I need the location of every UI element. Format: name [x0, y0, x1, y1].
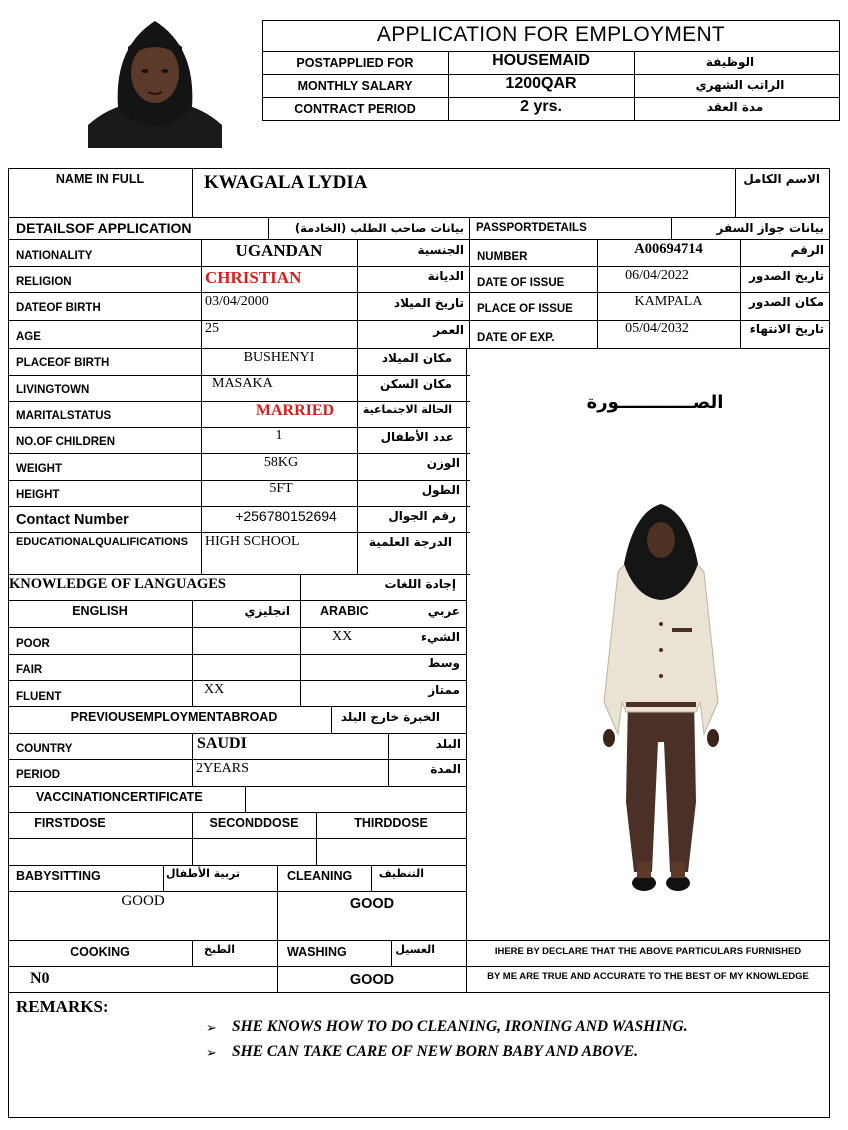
cleaning-arabic: التنظيف: [378, 867, 424, 880]
issue-date-value: 06/04/2022: [625, 268, 689, 283]
place-of-birth-label: PLACEOF BIRTH: [16, 357, 110, 369]
issue-date-arabic: تاريخ الصدور: [749, 269, 824, 283]
arabic-lang-arabic: عربي: [427, 604, 460, 618]
children-value: 1: [275, 428, 283, 443]
education-value: HIGH SCHOOL: [205, 534, 300, 549]
photo-label: الصــــــــــــورة: [586, 392, 724, 413]
issue-place-label: PLACE OF ISSUE: [477, 303, 573, 315]
age-value: 25: [205, 321, 219, 336]
cooking-arabic: الطبخ: [203, 943, 235, 956]
religion-value: CHRISTIAN: [205, 268, 302, 287]
passport-arabic: بيانات جواز السفر: [716, 221, 824, 235]
details-label: DETAILSOF APPLICATION: [16, 220, 192, 236]
second-dose-label: SECONDDOSE: [209, 816, 299, 830]
nationality-label: NATIONALITY: [16, 250, 93, 262]
washing-value: GOOD: [349, 972, 395, 988]
contract-period-arabic: مدة العقد: [706, 100, 764, 114]
weight-arabic: الوزن: [426, 456, 460, 470]
remark-item-1: SHE KNOWS HOW TO DO CLEANING, IRONING AND WASHING.: [232, 1018, 688, 1035]
age-label: AGE: [16, 331, 41, 343]
declaration-line-2: BY ME ARE TRUE AND ACCURATE TO THE BEST OF MY KNOWLEDGE: [487, 971, 809, 982]
fluent-arabic: ممتاز: [428, 683, 460, 697]
children-arabic: عدد الأطفال: [380, 430, 454, 444]
previous-employment-label: PREVIOUSEMPLOYMENTABROAD: [70, 710, 278, 724]
dob-label: DATEOF BIRTH: [16, 302, 101, 314]
contact-label: Contact Number: [16, 512, 129, 528]
fluent-english-mark: XX: [204, 682, 225, 697]
passport-number-arabic: الرقم: [790, 243, 824, 257]
full-body-photo: [596, 502, 726, 894]
country-label: COUNTRY: [16, 743, 73, 755]
details-arabic: بيانات صاحب الطلب (الخادمة): [294, 221, 464, 235]
declaration-line-1: IHERE BY DECLARE THAT THE ABOVE PARTICULARS FURNISHED: [494, 946, 802, 957]
monthly-salary-label: MONTHLY SALARY: [297, 79, 413, 93]
post-applied-label: POSTAPPLIED FOR: [296, 56, 414, 70]
fair-arabic: وسط: [427, 656, 460, 670]
religion-label: RELIGION: [16, 276, 72, 288]
marital-status-label: MARITALSTATUS: [16, 410, 112, 422]
passport-number-label: NUMBER: [477, 251, 528, 263]
monthly-salary-value: 1200QAR: [505, 75, 577, 92]
washing-label: WASHING: [287, 945, 347, 959]
babysitting-arabic: تربية الأطفال: [166, 867, 241, 880]
living-town-label: LIVINGTOWN: [16, 384, 90, 396]
washing-arabic: الغسيل: [395, 943, 435, 956]
arabic-lang-label: ARABIC: [320, 604, 369, 618]
issue-place-value: KAMPALA: [634, 294, 703, 309]
poor-label: POOR: [16, 638, 50, 650]
period-label: PERIOD: [16, 769, 61, 781]
nationality-arabic: الجنسية: [417, 243, 464, 257]
marital-status-arabic: الحالة الاجتماعية: [362, 403, 452, 416]
name-label: NAME IN FULL: [55, 172, 145, 186]
poor-arabic: الشيء: [420, 630, 460, 644]
education-arabic: الدرجة العلمية: [368, 535, 452, 549]
remark-arrow-2: ➢: [206, 1045, 217, 1060]
babysitting-value: GOOD: [121, 893, 165, 909]
marital-status-value: MARRIED: [255, 402, 335, 419]
height-label: HEIGHT: [16, 489, 60, 501]
remark-item-2: SHE CAN TAKE CARE OF NEW BORN BABY AND ABOVE.: [232, 1043, 638, 1060]
weight-label: WEIGHT: [16, 463, 62, 475]
contract-period-label: CONTRACT PERIOD: [294, 102, 416, 116]
issue-place-arabic: مكان الصدور: [748, 295, 824, 309]
portrait-photo: [88, 7, 222, 148]
english-label: ENGLISH: [72, 604, 128, 618]
fluent-label: FLUENT: [16, 691, 62, 703]
weight-value: 58KG: [263, 455, 299, 470]
living-town-arabic: مكان السكن: [380, 377, 452, 391]
remarks-label: REMARKS:: [16, 997, 109, 1016]
monthly-salary-arabic: الراتب الشهري: [695, 78, 785, 92]
height-arabic: الطول: [421, 483, 460, 497]
remark-arrow-1: ➢: [206, 1020, 217, 1035]
place-of-birth-arabic: مكان الميلاد: [381, 351, 452, 365]
cleaning-label: CLEANING: [287, 869, 353, 883]
languages-label: KNOWLEDGE OF LANGUAGES: [9, 576, 226, 592]
contact-value: +256780152694: [235, 508, 337, 524]
third-dose-label: THIRDDOSE: [354, 816, 428, 830]
living-town-value: MASAKA: [212, 376, 273, 391]
english-arabic: انجليزي: [244, 604, 290, 618]
languages-arabic: إجادة اللغات: [384, 577, 456, 591]
form-title: APPLICATION FOR EMPLOYMENT: [376, 23, 726, 46]
poor-arabic-mark: XX: [332, 629, 353, 644]
children-label: NO.OF CHILDREN: [16, 436, 116, 448]
post-applied-value: HOUSEMAID: [492, 52, 590, 69]
post-applied-arabic: الوظيفة: [705, 55, 755, 69]
babysitting-label: BABYSITTING: [16, 869, 101, 883]
name-arabic: الاسم الكامل: [743, 172, 820, 186]
cleaning-value: GOOD: [349, 896, 395, 912]
dob-arabic: تاريخ الميلاد: [393, 296, 464, 310]
dob-value: 03/04/2000: [205, 294, 269, 309]
expiry-arabic: تاريخ الانتهاء: [749, 322, 824, 336]
full-name: KWAGALA LYDIA: [204, 172, 368, 193]
previous-employment-arabic: الخبرة خارج البلد: [340, 710, 440, 724]
expiry-value: 05/04/2032: [625, 321, 689, 336]
issue-date-label: DATE OF ISSUE: [477, 277, 565, 289]
height-value: 5FT: [269, 481, 293, 496]
contact-arabic: رقم الجوال: [388, 509, 456, 523]
vaccination-label: VACCINATIONCERTIFICATE: [36, 790, 203, 804]
contract-period-value: 2 yrs.: [520, 98, 562, 115]
country-arabic: البلد: [435, 737, 461, 751]
education-label: EDUCATIONALQUALIFICATIONS: [16, 536, 188, 548]
period-arabic: المدة: [430, 762, 461, 776]
passport-label: PASSPORTDETAILS: [476, 222, 587, 234]
period-value: 2YEARS: [196, 761, 249, 776]
cooking-value: N0: [30, 970, 50, 987]
place-of-birth-value: BUSHENYI: [243, 350, 315, 365]
nationality-value: UGANDAN: [235, 241, 323, 260]
religion-arabic: الديانة: [427, 269, 464, 283]
country-value: SAUDI: [197, 735, 247, 752]
cooking-label: COOKING: [70, 945, 130, 959]
expiry-label: DATE OF EXP.: [477, 332, 555, 344]
first-dose-label: FIRSTDOSE: [34, 816, 106, 830]
age-arabic: العمر: [433, 323, 464, 337]
passport-number-value: A00694714: [634, 241, 703, 257]
fair-label: FAIR: [16, 664, 43, 676]
